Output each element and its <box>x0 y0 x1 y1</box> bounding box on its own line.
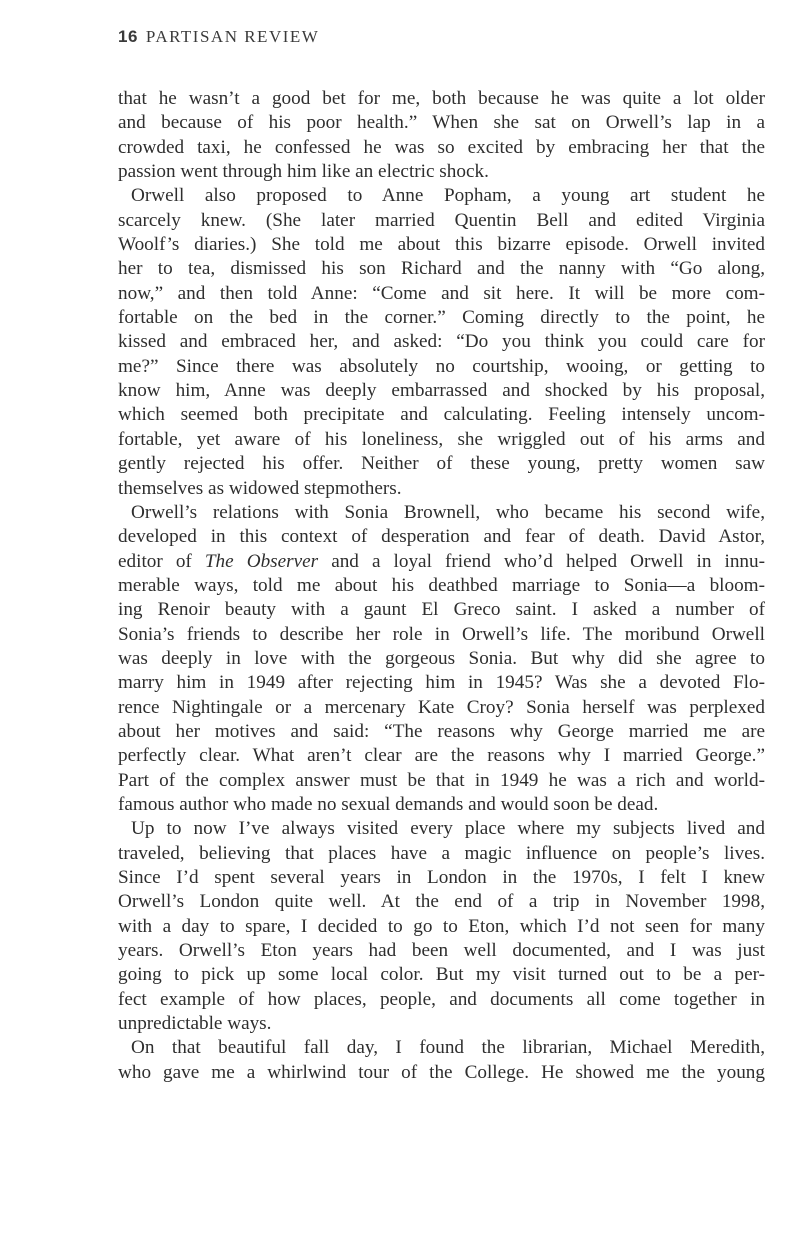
text-line: famous author who made no sexual demands and would soon be dead. <box>118 793 659 815</box>
text-line: fortable on the bed in the corner.” Coming directly to the point, he <box>118 307 765 329</box>
text-line: me?” Since there was absolutely no courtship, wooing, or getting to <box>118 355 765 377</box>
publication-title: The Observer <box>204 550 319 572</box>
body-text <box>118 87 765 1085</box>
text-line: Sonia’s friends to describe her role in Orwell’s life. The moribund Orwell <box>118 623 765 645</box>
text-line: passion went through him like an electric shock. <box>118 161 489 183</box>
text-line: crowded taxi, he confessed he was so excited by embracing her that the <box>118 136 765 158</box>
text-line: fect example of how places, people, and documents all come together in <box>118 988 765 1010</box>
journal-title: PARTISAN REVIEW <box>145 27 320 46</box>
text-line: who gave me a whirlwind tour of the College. He showed me the young <box>118 1061 765 1083</box>
text-line: unpredictable ways. <box>118 1013 272 1035</box>
text-line: with a day to spare, I decided to go to Eton, which I’d not seen for many <box>118 915 765 937</box>
text-line: perfectly clear. What aren’t clear are the reasons why I married George.” <box>118 745 765 767</box>
text-line: kissed and embraced her, and asked: “Do you think you could care for <box>118 331 765 353</box>
text-line: Up to now I’ve always visited every place where my subjects lived and <box>131 818 765 840</box>
text-line: Since I’d spent several years in London in the 1970s, I felt I knew <box>118 867 765 888</box>
text-line: developed in this context of desperation and fear of death. David Astor, <box>118 526 765 548</box>
text-line: marry him in 1949 after rejecting him in 1945? Was she a devoted Flo- <box>118 672 765 694</box>
text-line: merable ways, told me about his deathbed marriage to Sonia—a bloom- <box>118 574 765 596</box>
text-line: Orwell also proposed to Anne Popham, a young art student he <box>131 185 765 207</box>
text-line: going to pick up some local color. But my visit turned out to be a per- <box>118 964 765 986</box>
running-header <box>118 27 319 47</box>
text-line: about her motives and said: “The reasons why George married me are <box>118 720 765 742</box>
text-line: and because of his poor health.” When she sat on Orwell’s lap in a <box>118 112 765 134</box>
text-line: traveled, believing that places have a magic influence on people’s lives. <box>118 842 765 864</box>
text-line: rence Nightingale or a mercenary Kate Croy? Sonia herself was perplexed <box>118 696 765 718</box>
page-number: 16 <box>118 27 138 46</box>
paragraph <box>118 501 765 817</box>
text-line: was deeply in love with the gorgeous Sonia. But why did she agree to <box>118 647 765 669</box>
text-line: gently rejected his offer. Neither of these young, pretty women saw <box>118 453 765 475</box>
text-line: Orwell’s relations with Sonia Brownell, who became his second wife, <box>131 501 765 523</box>
text-line: editor of The Observer and a loyal friend who’d helped Orwell in innu- <box>118 550 765 572</box>
text-line: scarcely knew. (She later married Quentin Bell and edited Virginia <box>118 209 765 231</box>
paragraph <box>118 184 765 500</box>
paragraph <box>118 817 765 1036</box>
paragraph <box>118 1036 765 1085</box>
text-line: On that beautiful fall day, I found the librarian, Michael Meredith, <box>131 1037 765 1059</box>
text-line: Woolf’s diaries.) She told me about this bizarre episode. Orwell invited <box>118 234 765 256</box>
text-line: Part of the complex answer must be that in 1949 he was a rich and world- <box>118 769 765 791</box>
text-line: themselves as widowed stepmothers. <box>118 477 402 499</box>
text-line: Orwell’s London quite well. At the end of a trip in November 1998, <box>118 891 765 913</box>
text-line: know him, Anne was deeply embarrassed and shocked by his proposal, <box>118 380 765 402</box>
text-line: ing Renoir beauty with a gaunt El Greco saint. I asked a number of <box>118 599 765 621</box>
text-line: fortable, yet aware of his loneliness, she wriggled out of his arms and <box>118 428 765 450</box>
text-line: years. Orwell’s Eton years had been well documented, and I was just <box>118 940 765 962</box>
text-line: her to tea, dismissed his son Richard and the nanny with “Go along, <box>118 258 765 280</box>
text-line: that he wasn’t a good bet for me, both because he was quite a lot older <box>118 88 765 109</box>
paragraph <box>118 87 765 184</box>
text-line: which seemed both precipitate and calculating. Feeling intensely uncom- <box>118 404 765 426</box>
text-line: now,” and then told Anne: “Come and sit here. It will be more com- <box>118 282 765 304</box>
